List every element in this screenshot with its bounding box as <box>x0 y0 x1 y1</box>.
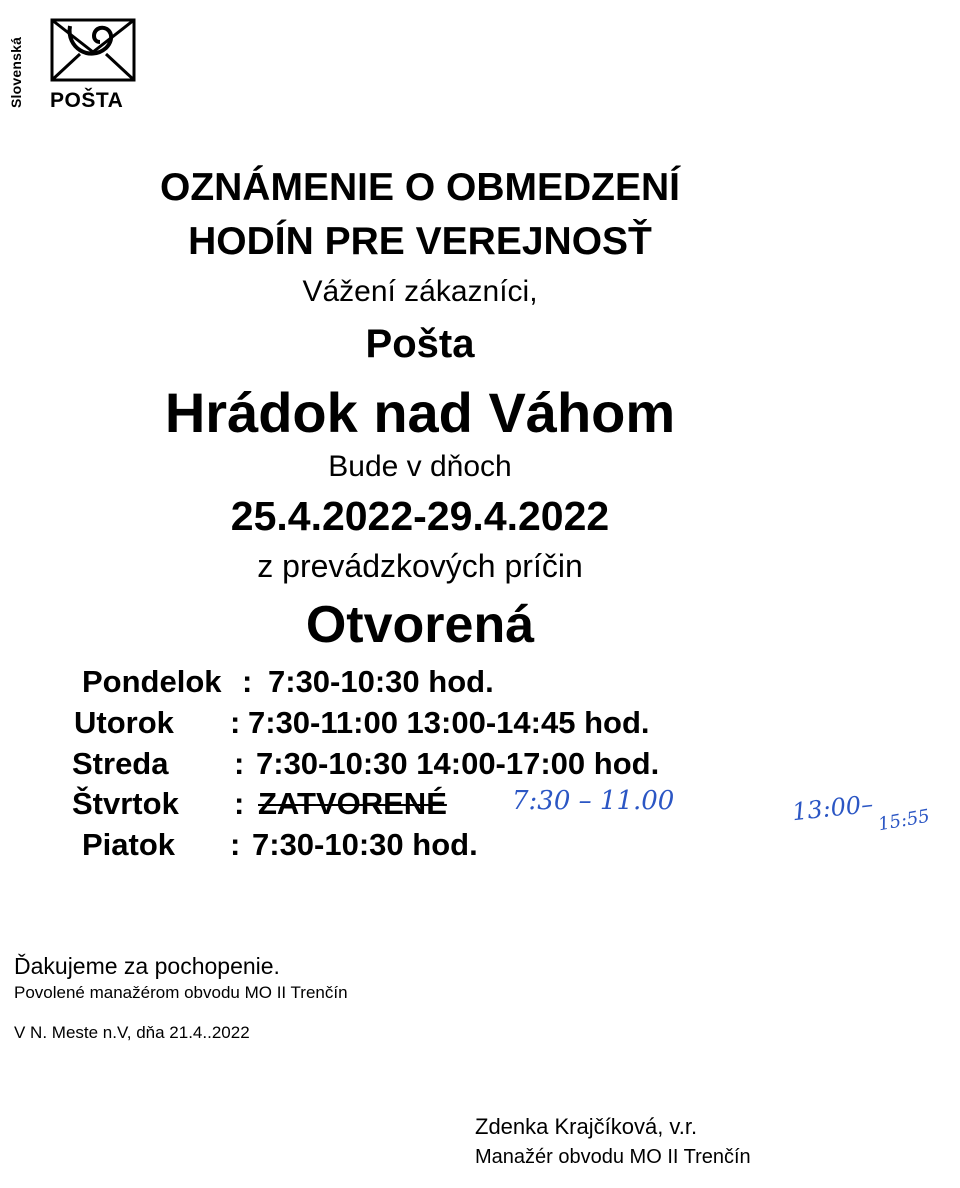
place-date: V N. Meste n.V, dňa 21.4..2022 <box>14 1023 250 1042</box>
hours: 7:30-10:30 14:00-17:00 hod. <box>256 746 660 781</box>
separator: : <box>230 827 241 862</box>
separator: : <box>234 746 245 781</box>
separator: : <box>230 705 241 740</box>
day-label: Utorok <box>74 705 174 740</box>
hours-struck: ZATVORENÉ <box>258 786 447 821</box>
day-label: Štvrtok <box>72 786 179 821</box>
reason: z prevádzkových príčin <box>257 548 583 584</box>
logo-wordmark: POŠTA <box>50 89 124 112</box>
posthorn-envelope-icon <box>50 18 136 82</box>
logo-vertical-text: Slovenská <box>8 36 24 108</box>
status-label: Otvorená <box>305 596 535 654</box>
handwritten-hours-morning: 7:30 – 11.00 <box>512 786 675 816</box>
separator: : <box>242 664 253 699</box>
date-range: 25.4.2022-29.4.2022 <box>230 493 610 539</box>
title-line-1: OZNÁMENIE O OBMEDZENÍ <box>159 166 680 209</box>
greeting: Vážení zákazníci, <box>302 275 538 308</box>
signer-name: Zdenka Krajčíková, v.r. <box>475 1114 698 1139</box>
hours: 7:30-11:00 13:00-14:45 hod. <box>248 705 650 740</box>
days-label: Bude v dňoch <box>328 450 512 483</box>
hours: 7:30-10:30 hod. <box>252 827 478 862</box>
handwritten-hours-afternoon-start: 13:00– <box>790 789 875 827</box>
separator: : <box>234 786 245 821</box>
signer-role: Manažér obvodu MO II Trenčín <box>475 1146 751 1168</box>
day-label: Piatok <box>82 827 176 862</box>
hours: 7:30-10:30 hod. <box>268 664 494 699</box>
office-name: Hrádok nad Váhom <box>164 381 676 444</box>
thanks-text: Ďakujeme za pochopenie. <box>14 953 280 979</box>
day-label: Pondelok <box>82 664 222 699</box>
approval-text: Povolené manažérom obvodu MO II Trenčín <box>14 983 348 1002</box>
posta-label: Pošta <box>365 322 475 366</box>
handwritten-hours-afternoon-end: 15:55 <box>876 805 932 836</box>
title-line-2: HODÍN PRE VEREJNOSŤ <box>188 220 652 263</box>
day-label: Streda <box>72 746 169 781</box>
